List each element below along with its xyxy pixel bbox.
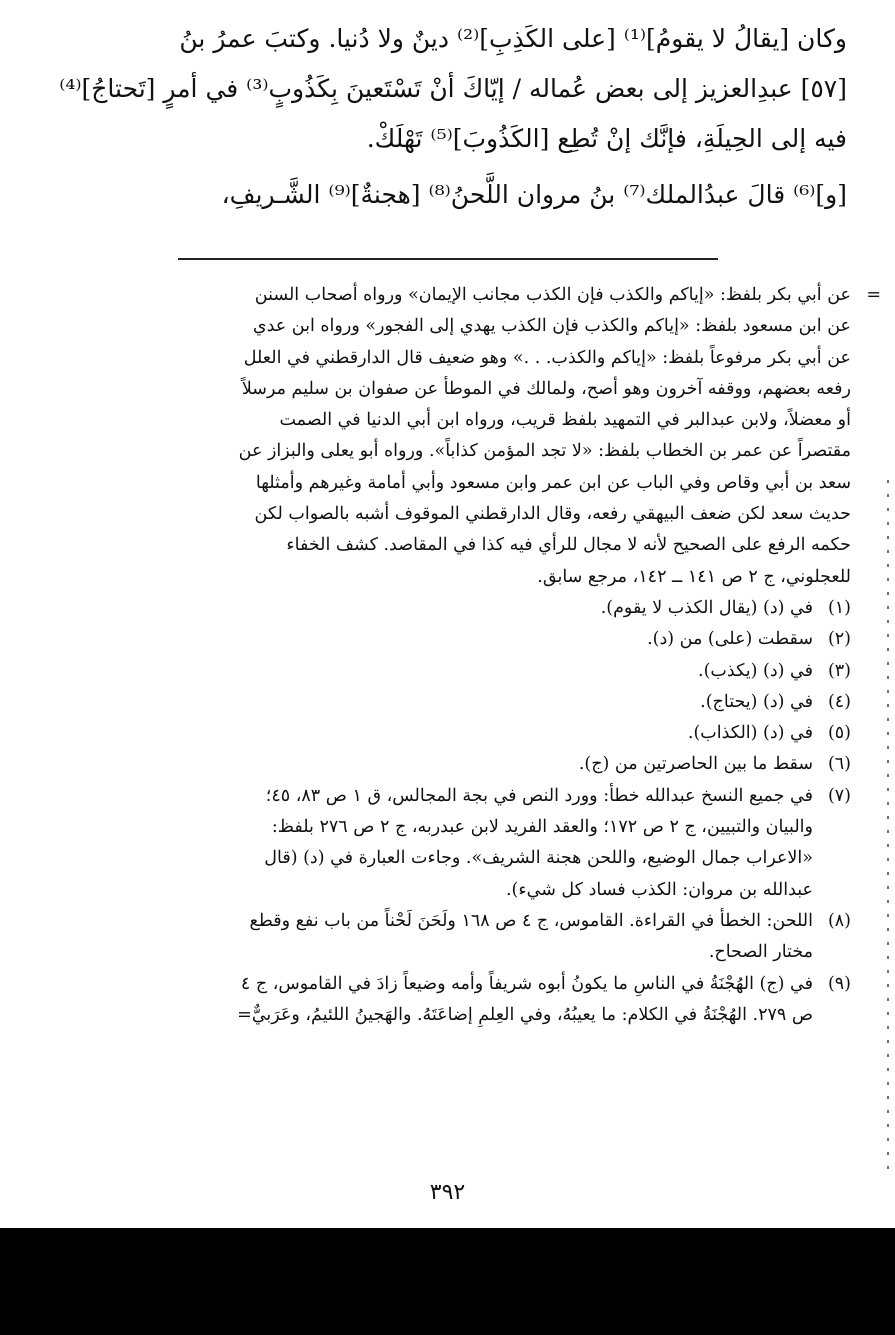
footnote-text: سقط ما بين الحاصرتين من (ج). xyxy=(578,754,813,775)
scan-bottom-border xyxy=(0,1228,895,1335)
footnote-7 xyxy=(33,781,851,906)
footnote-2 xyxy=(33,624,851,655)
footnote-5 xyxy=(33,718,851,749)
footnote-line: رفعه بعضهم، ووقفه آخرون وهو أصح، ولمالك في الموطأ عن صفوان بن سليم مرسلاً xyxy=(241,378,851,399)
scan-edge-marks xyxy=(887,480,889,1180)
footnote-line: عن ابن مسعود بلفظ: «إياكم والكذب فإن الكذب يهدي إلى الفجور» ورواه ابن عدي xyxy=(252,316,851,337)
footnote-number: (٥) xyxy=(827,723,851,744)
footnote-text: مختار الصحاح. xyxy=(708,942,813,963)
main-text-line: [و]⁽⁶⁾ قالَ عبدُالملك⁽⁷⁾ بنُ مروان اللَّحنُ⁽⁸⁾ [هجنةٌ]⁽⁹⁾ الشَّـريفِ، xyxy=(221,180,847,209)
footnote-text: في (ج) الهُجْنَةُ في الناسِ ما يكونُ أبوه شريفاً وأمه وضيعاً زادَ في القاموس، ج ٤ xyxy=(240,973,813,994)
footnote-4 xyxy=(33,687,851,718)
footnote-1 xyxy=(33,593,851,624)
footnote-6 xyxy=(33,749,851,780)
footnote-text: سقطت (على) من (د). xyxy=(647,629,813,650)
footnote-number: (٧) xyxy=(827,785,851,806)
footnote-text: «الاعراب جمال الوضيع، واللحن هجنة الشريف». وجاءت العبارة في (د) (قال xyxy=(264,848,813,869)
footnote-number: (١) xyxy=(827,597,851,618)
footnotes xyxy=(33,280,881,1031)
footnote-line: مقتصراً عن عمر بن الخطاب بلفظ: «لا تجد المؤمن كذاباً». ورواه أبو يعلى والبزاز عن xyxy=(238,441,851,462)
footnote-line: أو معضلاً، ولابن عبدالبر في التمهيد بلفظ قريب، ورواه ابن أبي الدنيا في الصمت xyxy=(279,410,851,431)
main-text-line: وكان [يقالُ لا يقومُ]⁽¹⁾ [على الكَذِبِ]⁽²⁾ دينٌ ولا دُنيا. وكتبَ عمرُ بنُ xyxy=(179,24,847,53)
footnote-number: (٢) xyxy=(827,629,851,650)
footnote-number: (٦) xyxy=(827,754,851,775)
footnote-line: حكمه الرفع على الصحيح لأنه لا مجال للرأي فيه كذا في المقاصد. كشف الخفاء xyxy=(286,535,851,556)
footnote-number: (٣) xyxy=(827,660,851,681)
footnote-line: سعد بن أبي وقاص وفي الباب عن ابن عمر وابن مسعود وأبي أمامة وغيرهم وأمثلها xyxy=(255,472,851,493)
footnote-text: في جميع النسخ عبدالله خطأ: وورد النص في بجة المجالس، ق ١ ص ٨٣، ٤٥؛ xyxy=(265,785,813,806)
footnote-text: ص ٢٧٩. الهُجْنَةُ في الكلام: ما يعيبُهُ، وفي العِلمِ إضاعَتَهُ. والهَجينُ اللئيمُ، وعَرَبيٌّ= xyxy=(237,1004,813,1025)
continuation-marker: = xyxy=(866,285,881,305)
page-number: ٣٩٢ xyxy=(429,1180,466,1205)
footnote-line: حديث سعد لكن ضعف البيهقي رفعه، وقال الدارقطني الموقوف أشبه بالصواب لكن xyxy=(254,504,851,525)
footnote-line: عن أبي بكر بلفظ: «إياكم والكذب فإن الكذب مجانب الإيمان» ورواه أصحاب السنن xyxy=(254,285,851,305)
footnote-number: (٨) xyxy=(827,910,851,931)
footnote-number: (٤) xyxy=(827,691,851,712)
footnote-line: للعجلوني، ج ٢ ص ١٤١ ــ ١٤٢، مرجع سابق. xyxy=(537,566,851,587)
footnote-line: عن أبي بكر مرفوعاً بلفظ: «إياكم والكذب. . .» وهو ضعيف قال الدارقطني في العلل xyxy=(243,347,851,368)
footnote-text: في (د) (يكذب). xyxy=(698,660,813,681)
footnote-9 xyxy=(33,969,851,1032)
footnote-text: والبيان والتبيين، ج ٢ ص ١٧٢؛ والعقد الفريد لابن عبدربه، ج ٢ ص ٢٧٦ بلفظ: xyxy=(271,817,813,838)
footnote-text: اللحن: الخطأ في القراءة. القاموس، ج ٤ ص ١٦٨ ولَحَنَ لَحْناً من باب نفع وقطع xyxy=(249,910,813,931)
main-text xyxy=(47,14,847,220)
footnote-8 xyxy=(33,906,851,969)
footnote-continuation xyxy=(33,280,881,593)
footnote-text: عبدالله بن مروان: الكذب فساد كل شيء). xyxy=(505,879,813,900)
footnote-text: في (د) (الكذاب). xyxy=(687,723,813,744)
footnote-3 xyxy=(33,656,851,687)
footnote-separator xyxy=(178,258,718,260)
footnote-text: في (د) (يحتاج). xyxy=(700,691,813,712)
main-text-line: فيه إلى الحِيلَةِ، فإنَّك إنْ تُطِع [الكَذُوبَ]⁽⁵⁾ تَهْلَكْ. xyxy=(366,124,847,153)
footnote-number: (٩) xyxy=(827,973,851,994)
main-text-line: [٥٧] عبدِالعزيز إلى بعض عُماله / إيّاكَ أنْ تَسْتَعينَ بِكَذُوبٍ⁽³⁾ في أمرٍ [تَحتاجُ]⁽⁴⁾ xyxy=(59,74,847,103)
footnote-text: في (د) (يقال الكذب لا يقوم). xyxy=(600,597,813,618)
